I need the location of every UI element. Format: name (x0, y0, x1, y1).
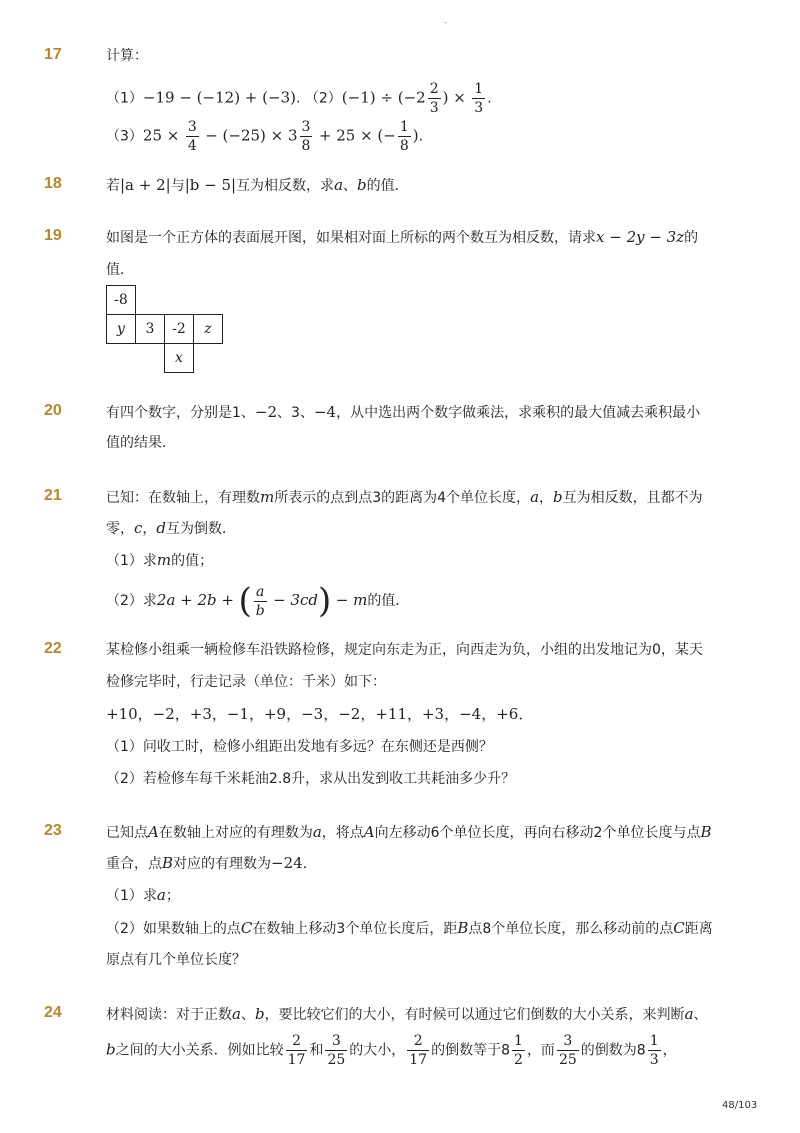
text: ，将点 (321, 825, 364, 841)
var: b (106, 1040, 116, 1059)
text: 、3、 (277, 405, 314, 421)
part-1 (106, 885, 180, 906)
text: 所表示的点到点3的距离为4个单位长度， (274, 490, 531, 506)
question-number: 20 (44, 402, 62, 419)
numerator: 3 (557, 1034, 579, 1051)
text: 对应的有理数为 (173, 856, 272, 872)
var: a (684, 1005, 694, 1023)
part-2-cont: 原点有几个单位长度？ (106, 952, 246, 968)
text: 的值． (366, 178, 409, 194)
numerator: 1 (474, 81, 484, 97)
question-text (106, 1004, 708, 1025)
question-text (106, 227, 698, 248)
part-1 (106, 550, 213, 571)
text: 的值． (367, 593, 410, 609)
var: A (363, 823, 375, 841)
var: m (260, 488, 275, 506)
text: ， (142, 521, 157, 537)
denominator: 25 (558, 1052, 577, 1068)
denominator: 8 (399, 138, 409, 154)
text: （1）求 (106, 553, 157, 569)
math-expr: 25 × (142, 126, 180, 145)
numerator: 3 (301, 119, 311, 135)
math-expr: 2a + 2b + (156, 591, 234, 609)
question-text (106, 487, 703, 508)
part-2 (106, 581, 410, 621)
denominator: 2 (514, 1052, 523, 1068)
text: 在数轴上移动3个单位长度后，距 (252, 921, 458, 937)
text: 之间的大小关系．例如比较 (115, 1042, 284, 1059)
text: 如图是一个正方体的表面展开图，如果相对面上所标的两个数互为相反数，请求 (106, 230, 596, 246)
text: 、 (240, 1007, 255, 1023)
var: b (553, 488, 563, 506)
fraction (398, 120, 411, 153)
var: a (312, 823, 322, 841)
denominator: 4 (187, 138, 197, 154)
var: c (134, 519, 143, 537)
question-text (106, 402, 700, 423)
text: 的大小， (349, 1042, 406, 1059)
text: （1）求 (106, 888, 157, 904)
right-paren: ) (318, 581, 332, 621)
text: 有四个数字，分别是1、 (106, 405, 255, 421)
text: ，从中选出两个数字做乘法，求乘积的最大值减去乘积最小 (336, 405, 701, 421)
left-paren: ( (238, 581, 252, 621)
var: a (156, 886, 166, 904)
var: d (156, 519, 167, 537)
question-text (106, 175, 409, 196)
text: 重合，点 (106, 856, 162, 872)
math-expr: − (−25) × 3 (205, 126, 298, 145)
question-text (106, 1034, 677, 1067)
text: 、 (343, 178, 358, 194)
math-expr: ) (412, 126, 419, 145)
numerator: 1 (399, 119, 409, 135)
text: 点8个单位长度，那么移动前的点 (468, 921, 674, 937)
text: 材料阅读：对于正数 (106, 1007, 232, 1023)
var: B (457, 919, 469, 937)
text: 距离 (684, 921, 713, 937)
question-number: 24 (44, 1004, 62, 1021)
fraction (254, 585, 267, 618)
question-text (106, 853, 317, 874)
net-cell-top: -8 (106, 285, 136, 315)
part-label: （2） (304, 90, 342, 107)
fraction (472, 82, 485, 115)
net-cell-3: 3 (135, 314, 165, 344)
math-expr: |b − 5| (184, 176, 237, 194)
math-expr: − m (335, 591, 368, 609)
text: ，而 (526, 1042, 555, 1059)
part-label: （3） (106, 128, 143, 145)
text: （2）如果数轴上的点 (106, 921, 241, 937)
fraction (407, 1034, 429, 1067)
math-expr: −4 (313, 403, 337, 421)
page-number: 48/103 (722, 1100, 758, 1111)
math-expr: − 3cd (273, 591, 319, 609)
denominator: 25 (327, 1052, 346, 1068)
period: . (295, 90, 301, 107)
question-number: 17 (44, 46, 62, 63)
record-list: +10，−2，+3，−1，+9，−3，−2，+11，+3，−4，+6． (106, 705, 534, 723)
question-text (106, 518, 236, 539)
text: ， (662, 1042, 677, 1059)
var: B (162, 854, 174, 872)
text: ． (302, 856, 317, 872)
question-text: 值的结果． (106, 435, 176, 451)
text: 向左移动6个单位长度，再向右移动2个单位长度与点 (374, 825, 701, 841)
math-expr: −24 (271, 854, 303, 872)
numerator: 2 (286, 1034, 308, 1051)
net-cell-neg2: -2 (164, 314, 194, 344)
text: 互为相反数，求 (236, 178, 335, 194)
question-text (106, 822, 712, 843)
math-expr: −2 (254, 403, 278, 421)
text: 的倒数等于8 (431, 1042, 511, 1059)
fraction (557, 1034, 579, 1067)
question-number: 22 (44, 640, 62, 657)
var: C (673, 919, 685, 937)
fraction (512, 1034, 525, 1067)
var: b (357, 176, 367, 194)
var: A (148, 823, 159, 841)
text: 互为倒数． (166, 521, 237, 537)
part-2: （2）若检修车每千米耗油2.8升，求从出发到收工共耗油多少升？ (106, 771, 516, 787)
part-3-line (106, 120, 423, 153)
numerator: 3 (325, 1034, 347, 1051)
fraction (648, 1034, 661, 1067)
numerator: 1 (649, 1033, 659, 1049)
fraction (428, 82, 441, 115)
net-cell-z: z (193, 314, 223, 344)
denominator: 17 (287, 1052, 306, 1068)
var: a (232, 1005, 241, 1023)
part-label: （1） (106, 90, 143, 107)
text: 已知点 (106, 825, 148, 841)
math-expr: ) × (442, 88, 466, 107)
numerator: 1 (514, 1033, 523, 1049)
math-expr: |a + 2| (120, 176, 171, 194)
net-cell-y: y (106, 314, 136, 344)
text: 的 (684, 230, 699, 246)
period: . (487, 90, 492, 107)
numerator: 3 (187, 119, 197, 135)
part-1: （1）问收工时，检修小组距出发地有多远？在东侧还是西侧？ (106, 739, 493, 755)
question-number: 18 (44, 175, 62, 192)
denominator: 3 (649, 1052, 659, 1068)
text: 互为相反数，且都不为 (562, 490, 703, 506)
text: 已知：在数轴上，有理数 (106, 490, 260, 506)
var: a (530, 488, 540, 506)
numerator: a (254, 585, 267, 602)
question-number: 21 (44, 487, 62, 504)
text: 与 (170, 178, 185, 194)
text: 的倒数为8 (580, 1042, 646, 1059)
top-mark: - (444, 18, 448, 28)
fraction (325, 1034, 347, 1067)
denominator: 3 (429, 100, 439, 116)
math-expr: (−1) ÷ (−2 (341, 88, 426, 107)
text: 和 (309, 1042, 324, 1059)
math-expr: + 25 × (− (318, 126, 396, 145)
fraction (300, 120, 313, 153)
denominator: 17 (409, 1052, 428, 1068)
text: （2）求 (106, 593, 157, 609)
denominator: 3 (474, 100, 484, 116)
fraction (186, 120, 199, 153)
text: 、 (693, 1007, 708, 1023)
math-expr: x − 2y − 3z (596, 228, 685, 246)
numerator: 2 (429, 81, 439, 97)
numerator: 2 (407, 1034, 429, 1051)
var: C (240, 919, 253, 937)
part-1-2-line (106, 82, 492, 115)
denominator: b (255, 602, 265, 619)
fraction (286, 1034, 308, 1067)
text: ，要比较它们的大小，有时候可以通过它们倒数的大小关系，来判断 (264, 1007, 685, 1023)
question-text: 检修完毕时，行走记录（单位：千米）如下： (106, 674, 386, 690)
part-2 (106, 918, 713, 939)
text: ， (539, 490, 554, 506)
text: 零， (106, 521, 134, 537)
text: 在数轴上对应的有理数为 (158, 825, 313, 841)
period: . (418, 128, 424, 145)
var: m (156, 551, 172, 569)
var: a (334, 176, 344, 194)
text: 若 (106, 178, 120, 194)
question-text: 值． (106, 262, 134, 278)
text: ； (165, 888, 180, 904)
question-number: 19 (44, 227, 62, 244)
denominator: 8 (301, 138, 311, 154)
question-number: 23 (44, 822, 62, 839)
math-expr: −19 − (−12) + (−3) (142, 88, 296, 107)
var: b (254, 1005, 265, 1023)
question-title: 计算： (106, 48, 148, 64)
text: 的值； (171, 553, 214, 569)
question-text: 某检修小组乘一辆检修车沿铁路检修，规定向东走为正，向西走为负，小组的出发地记为0，某天 (106, 642, 703, 658)
var: B (700, 823, 712, 841)
net-cell-x: x (164, 343, 194, 373)
